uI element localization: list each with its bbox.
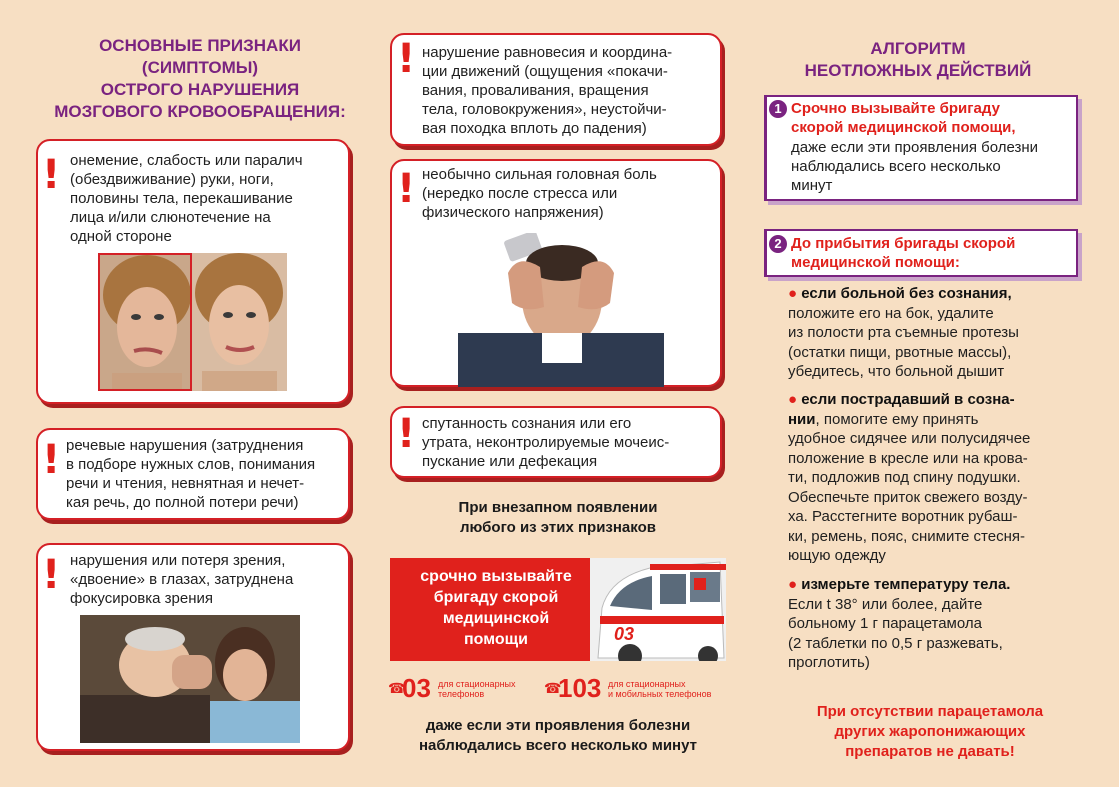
- text-line: Обеспечьте приток свежего возду-: [788, 488, 1028, 506]
- phone-103: [544, 674, 726, 702]
- text-line: телефонов: [438, 689, 485, 699]
- phone-note: [608, 679, 711, 699]
- symptom-text: [66, 436, 348, 512]
- text-line: кая речь, до полной потери речи): [66, 494, 299, 511]
- text-line: для стационарных: [608, 679, 686, 689]
- text-line: бригаду скорой: [433, 589, 559, 606]
- text-line: ти, подложив под спину подушки.: [788, 469, 1021, 486]
- exclamation-icon: !: [397, 411, 416, 457]
- action-temperature: [788, 575, 1068, 673]
- text-line: нарушения или потеря зрения,: [70, 552, 286, 569]
- right-heading-line: АЛГОРИТМ: [870, 39, 966, 58]
- left-heading-line: (СИМПТОМЫ): [141, 58, 259, 77]
- left-heading-line: ОСТРОГО НАРУШЕНИЯ: [100, 80, 300, 99]
- text-line: вания, проваливания, вращения: [422, 82, 649, 99]
- text-line: больному 1 г парацетамола: [788, 615, 982, 632]
- exclamation-icon: !: [42, 552, 61, 598]
- symptom-text: [70, 551, 342, 608]
- text-line: вая походка вплоть до падения): [422, 120, 647, 137]
- text-line: онемение, слабость или паралич: [70, 152, 303, 169]
- phone-number: 03: [402, 673, 431, 703]
- step-1-title: [791, 99, 1077, 137]
- symptom-text: [422, 414, 712, 471]
- text-line: пускание или дефекация: [422, 453, 598, 470]
- exclamation-icon: !: [42, 152, 61, 198]
- left-heading-line: МОЗГОВОГО КРОВООБРАЩЕНИЯ:: [54, 102, 346, 121]
- phone-icon: ☎: [544, 680, 562, 696]
- bullet-icon: ●: [788, 391, 798, 408]
- step-2-box: [764, 229, 1078, 277]
- text-line: в подборе нужных слов, понимания: [66, 456, 316, 473]
- text-line: (нередко после стресса или: [422, 185, 618, 202]
- left-heading-line: ОСНОВНЫЕ ПРИЗНАКИ: [99, 36, 301, 55]
- symptom-card-speech: [36, 428, 350, 520]
- text-line: половины тела, перекашивание: [70, 190, 293, 207]
- paracetamol-warning: [780, 702, 1080, 762]
- bold-phrase: нии: [788, 410, 816, 428]
- text-line: «двоение» в глазах, затруднена: [70, 571, 294, 588]
- text-line: До прибытия бригады скорой: [791, 235, 1016, 252]
- text-line: нарушение равновесия и координа-: [422, 44, 673, 61]
- right-heading-line: НЕОТЛОЖНЫХ ДЕЙСТВИЙ: [804, 61, 1032, 80]
- text-line: необычно сильная головная боль: [422, 166, 657, 183]
- symptom-text: [422, 43, 720, 138]
- bullet-icon: ●: [788, 285, 798, 302]
- bottom-note: [390, 716, 726, 756]
- left-heading: [40, 35, 360, 123]
- text-line: [788, 390, 1068, 410]
- text-line: ха. Расстегните воротник рубаш-: [788, 508, 1018, 525]
- text-line: одной стороне: [70, 228, 172, 245]
- text-line: минут: [791, 177, 833, 194]
- text-line: других жаропонижающих: [834, 723, 1026, 740]
- text-line: спутанность сознания или его: [422, 415, 632, 432]
- symptom-card-headache: [390, 159, 722, 387]
- text-line: срочно вызывайте: [420, 568, 572, 585]
- text-line: положите его на бок, удалите: [788, 304, 994, 322]
- symptom-card-balance: [390, 33, 722, 146]
- text-line: удобное сидячее или полусидячее: [788, 430, 1031, 447]
- call-ambulance-banner: [390, 558, 726, 661]
- text-line: ющую одежду: [788, 547, 886, 564]
- exclamation-icon: !: [42, 437, 61, 483]
- symptom-text: [70, 151, 342, 246]
- text-line: Срочно вызывайте бригаду: [791, 100, 1000, 117]
- text-line: (2 таблетки по 0,5 г разжевать,: [788, 634, 1003, 652]
- text-line: препаратов не давать!: [845, 743, 1015, 760]
- face-illustration: [192, 253, 287, 391]
- phone-03: [388, 674, 538, 702]
- text-line: медицинской: [442, 610, 550, 627]
- exclamation-icon: !: [397, 36, 416, 82]
- step-number-badge: 1: [769, 100, 787, 118]
- face-photo-paralysis: [98, 253, 192, 391]
- text-line: убедитесь, что больной дышит: [788, 363, 1005, 380]
- text-line: физического напряжения): [422, 204, 604, 221]
- text-line: (обездвиживание) руки, ноги,: [70, 171, 274, 188]
- symptom-card-numbness: [36, 139, 350, 404]
- text-line: речевые нарушения (затруднения: [66, 437, 304, 454]
- text-line: При внезапном появлении: [458, 499, 658, 516]
- bold-phrase: если больной без сознания,: [801, 285, 1012, 302]
- sudden-appearance-text: [390, 498, 726, 538]
- text-line: медицинской помощи:: [791, 254, 960, 271]
- elderly-couple-photo: [80, 615, 300, 743]
- ambulance-icon: [590, 558, 726, 661]
- text-line: и мобильных телефонов: [608, 689, 712, 699]
- text-line: наблюдались всего несколько: [791, 158, 1001, 175]
- text-line: (остатки пищи, рвотные массы),: [788, 343, 1012, 361]
- step-number-badge: 2: [769, 235, 787, 253]
- symptom-text: [422, 165, 710, 222]
- text-line: При отсутствии парацетамола: [816, 703, 1044, 720]
- action-unconscious: [788, 284, 1068, 382]
- bullet-icon: ●: [788, 576, 798, 593]
- couple-illustration: [80, 615, 300, 743]
- text-line: ки, ремень, пояс, снимите стесня-: [788, 527, 1025, 545]
- text-line: проглотить): [788, 654, 870, 671]
- face-photo-normal: [192, 253, 287, 391]
- text-line: утрата, неконтролируемые мочеис-: [422, 434, 670, 451]
- text-line: [788, 284, 1068, 304]
- symptom-card-confusion: [390, 406, 722, 478]
- bold-phrase: измерьте температуру тела.: [801, 576, 1011, 593]
- step-1-box: [764, 95, 1078, 201]
- headache-illustration: [458, 233, 664, 387]
- text-line: [788, 410, 1068, 430]
- text-line: речи и чтения, невнятная и нечет-: [66, 475, 305, 492]
- text-line: помощи: [464, 631, 528, 648]
- text-line: лица и/или слюнотечение на: [70, 209, 271, 226]
- bold-phrase: если пострадавший в созна-: [801, 391, 1015, 408]
- text-line: для стационарных: [438, 679, 516, 689]
- text-line: даже если эти проявления болезни: [425, 717, 691, 734]
- banner-text: [398, 566, 594, 650]
- text-line: из полости рта съемные протезы: [788, 324, 1019, 341]
- text-line: даже если эти проявления болезни: [791, 139, 1039, 156]
- phone-icon: ☎: [388, 680, 406, 696]
- right-heading: [760, 38, 1076, 82]
- text-line: фокусировка зрения: [70, 590, 214, 607]
- phone-note: [438, 679, 516, 699]
- text-line: тела, головокружения», неустойчи-: [422, 101, 667, 118]
- text-line: ции движений (ощущения «покачи-: [422, 63, 668, 80]
- action-conscious: [788, 390, 1068, 566]
- text-line: скорой медицинской помощи,: [791, 119, 1016, 136]
- step-1-text: [791, 138, 1081, 195]
- text-line: любого из этих признаков: [460, 519, 656, 536]
- headache-man-photo: [458, 233, 664, 387]
- text-fragment: , помогите ему принять: [815, 410, 979, 428]
- text-line: Если t 38° или более, дайте: [788, 595, 983, 613]
- step-2-title: [791, 234, 1077, 272]
- ambulance-number: 03: [614, 624, 635, 644]
- exclamation-icon: !: [397, 166, 416, 212]
- text-line: положение в кресле или на крова-: [788, 449, 1028, 467]
- phone-number: 103: [558, 673, 602, 703]
- symptom-card-vision: [36, 543, 350, 751]
- face-illustration: [100, 255, 192, 391]
- text-line: [788, 575, 1068, 595]
- text-line: наблюдались всего несколько минут: [419, 737, 697, 754]
